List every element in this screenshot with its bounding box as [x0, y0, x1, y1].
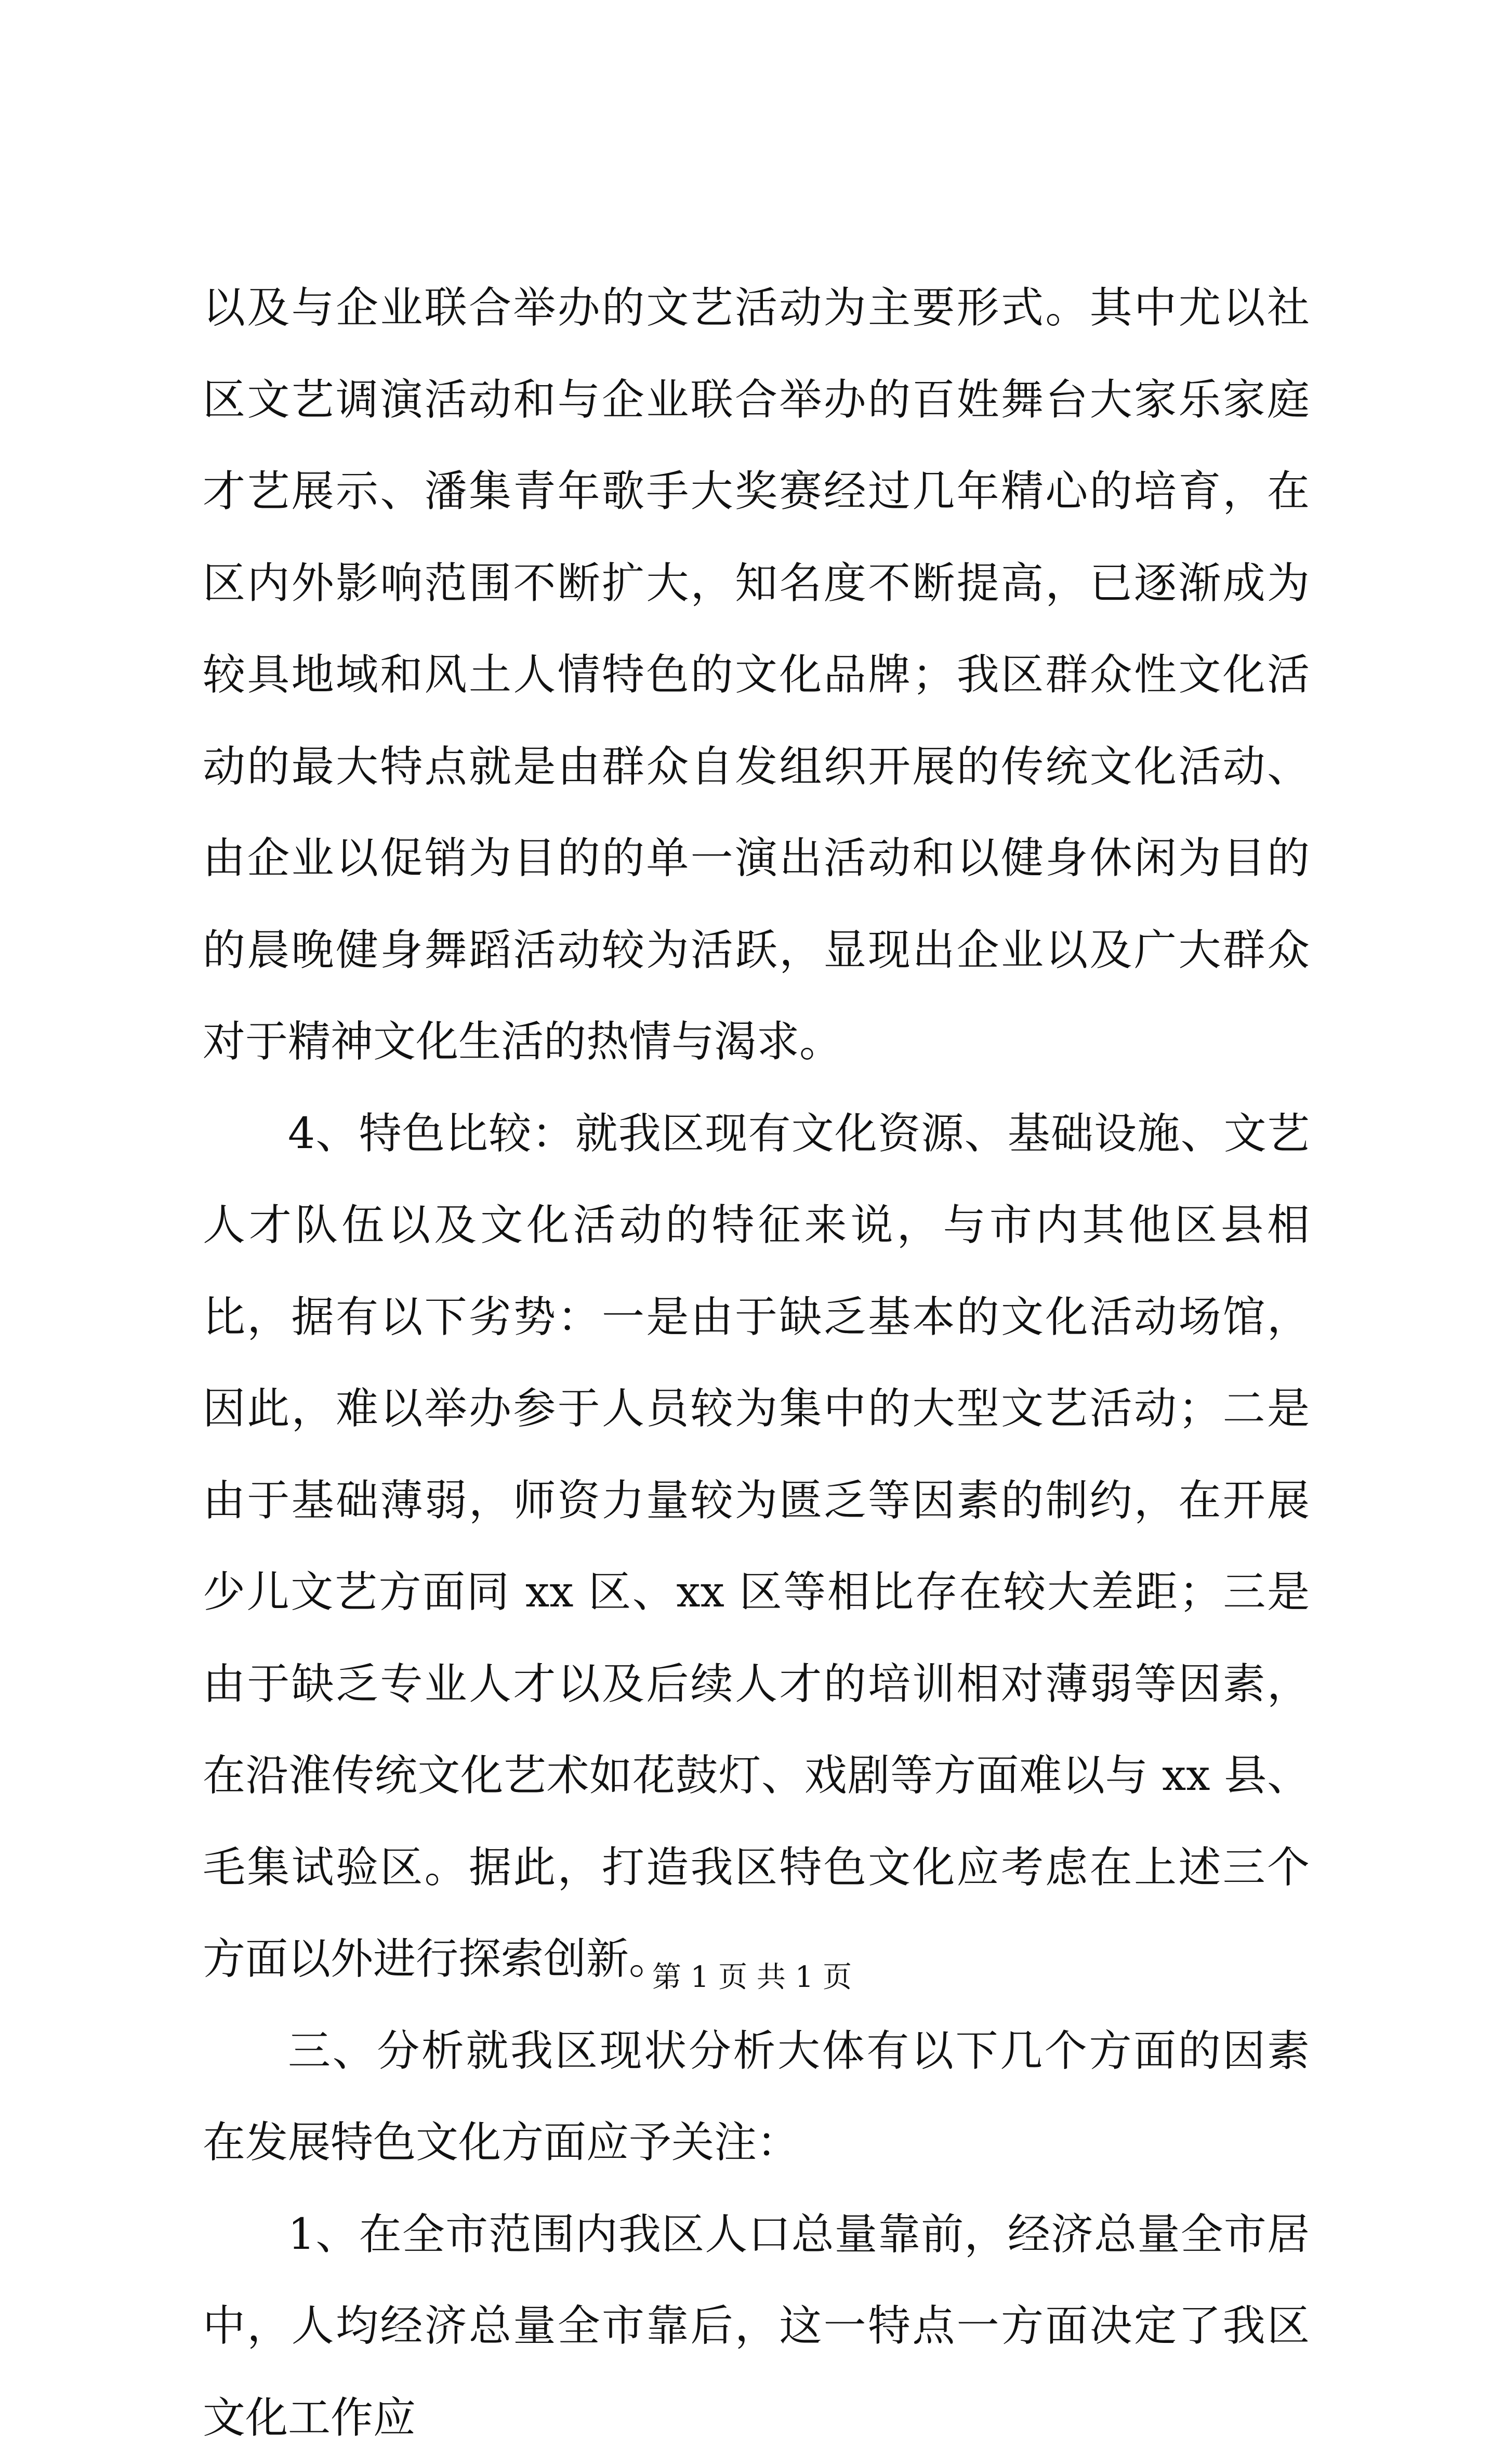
- paragraph-4: 1、在全市范围内我区人口总量靠前，经济总量全市居中，人均经济总量全市靠后，这一特点一方面决定了我区文化工作应: [203, 2189, 1310, 2464]
- document-body: [203, 262, 1310, 2464]
- paragraph-2: 4、特色比较：就我区现有文化资源、基础设施、文艺人才队伍以及文化活动的特征来说，与市内其他区县相比，据有以下劣势：一是由于缺乏基本的文化活动场馆，因此，难以举办参于人员较为集中的大型文艺活动；二是由于基础薄弱，师资力量较为匮乏等因素的制约，在开展少儿文艺方面同 xx 区、xx 区等相比存在较大差距；三是由于缺乏专业人才以及后续人才的培训相对薄弱等因素，在沿淮传统文化艺术如花鼓灯、戏剧等方面难以与 xx 县、毛集试验区。据此，打造我区特色文化应考虑在上述三个方面以外进行探索创新。: [203, 1088, 1310, 2006]
- paragraph-3: 三、分析就我区现状分析大体有以下几个方面的因素在发展特色文化方面应予关注：: [203, 2006, 1310, 2189]
- paragraph-1: 以及与企业联合举办的文艺活动为主要形式。其中尤以社区文艺调演活动和与企业联合举办的百姓舞台大家乐家庭才艺展示、潘集青年歌手大奖赛经过几年精心的培育，在区内外影响范围不断扩大，知名度不断提高，已逐渐成为较具地域和风土人情特色的文化品牌；我区群众性文化活动的最大特点就是由群众自发组织开展的传统文化活动、由企业以促销为目的的单一演出活动和以健身休闲为目的的晨晚健身舞蹈活动较为活跃，显现出企业以及广大群众对于精神文化生活的热情与渴求。: [203, 262, 1310, 1088]
- page-footer: 第 1 页 共 1 页: [0, 1957, 1504, 1998]
